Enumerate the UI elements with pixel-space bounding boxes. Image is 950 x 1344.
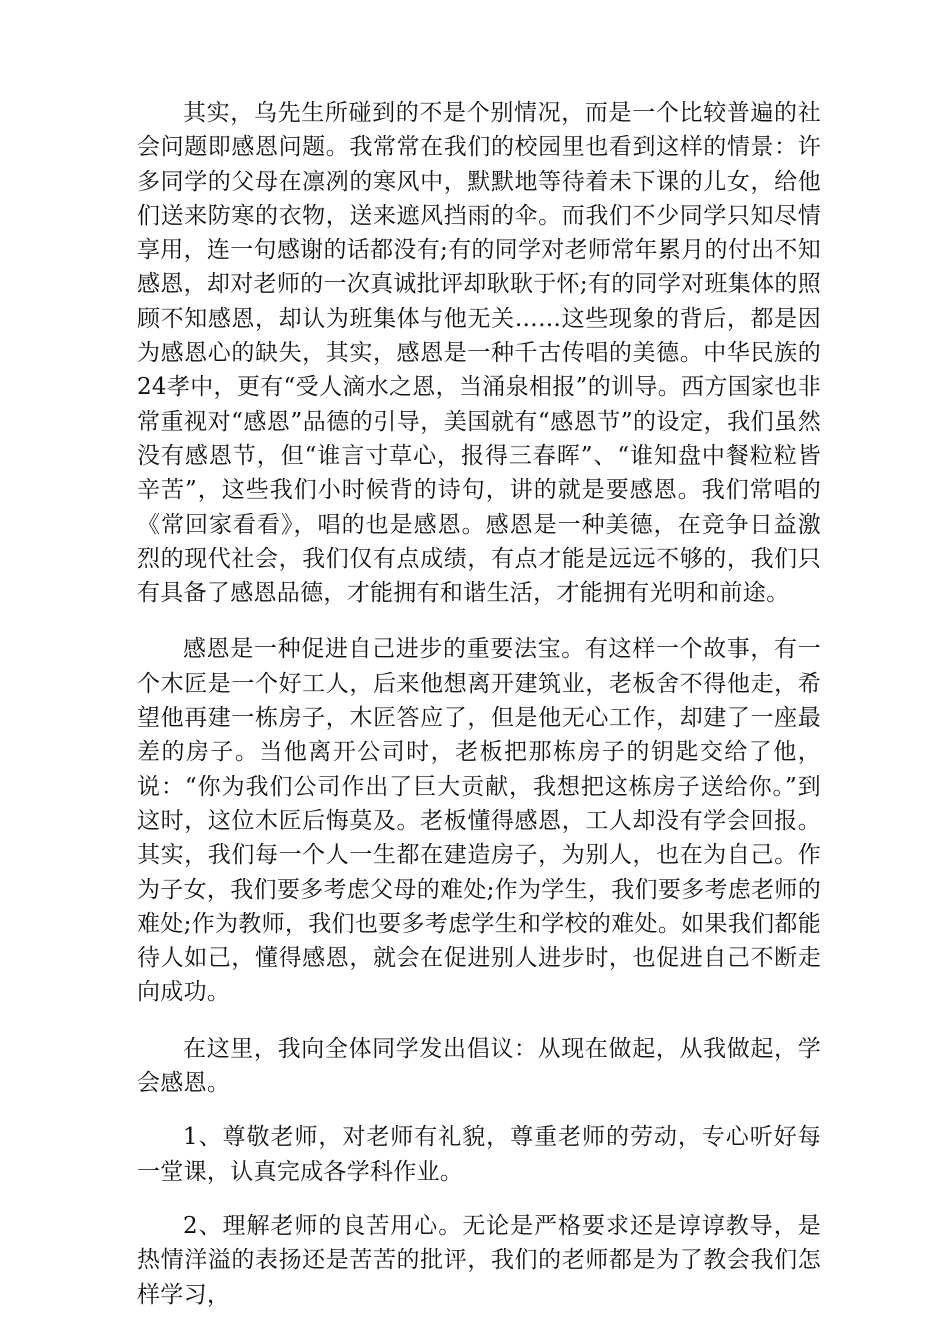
document-page (137, 96, 821, 1332)
paragraph-gratitude-issue: 其实，乌先生所碰到的不是个别情况，而是一个比较普遍的社会问题即感恩问题。我常常在我们的校园里也看到这样的情景：许多同学的父母在凛冽的寒风中，默默地等待着未下课的儿女，给他们送来防寒的衣物，送来遮风挡雨的伞。而我们不少同学只知尽情享用，连一句感谢的话都没有;有的同学对老师常年累月的付出不知感恩，却对老师的一次真诚批评却耿耿于怀;有的同学对班集体的照顾不知感恩，却认为班集体与他无关……这些现象的背后，都是因为感恩心的缺失，其实，感恩是一种千古传唱的美德。中华民族的24孝中，更有“受人滴水之恩，当涌泉相报”的训导。西方国家也非常重视对“感恩”品德的引导，美国就有“感恩节”的设定，我们虽然没有感恩节，但“谁言寸草心，报得三春晖”、“谁知盘中餐粒粒皆辛苦”，这些我们小时候背的诗句，讲的就是要感恩。我们常唱的《常回家看看》，唱的也是感恩。感恩是一种美德，在竞争日益激烈的现代社会，我们仅有点成绩，有点才能是远远不够的，我们只有具备了感恩品德，才能拥有和谐生活，才能拥有光明和前途。 (137, 100, 821, 607)
paragraph-item-2: 2、理解老师的良苦用心。无论是严格要求还是谆谆教导，是热情洋溢的表扬还是苦苦的批评，我们的老师都是为了教会我们怎样学习， (137, 1212, 821, 1308)
paragraph-carpenter-story: 感恩是一种促进自己进步的重要法宝。有这样一个故事，有一个木匠是一个好工人，后来他想离开建筑业，老板舍不得他走，希望他再建一栋房子，木匠答应了，但是他无心工作，却建了一座最差的房子。当他离开公司时，老板把那栋房子的钥匙交给了他，说：“你为我们公司作出了巨大贡献，我想把这栋房子送给你。”到这时，这位木匠后悔莫及。老板懂得感恩，工人却没有学会回报。其实，我们每一个人一生都在建造房子，为别人，也在为自己。作为子女，我们要多考虑父母的难处;作为学生，我们要多考虑老师的难处;作为教师，我们也要多考虑学生和学校的难处。如果我们都能待人如己，懂得感恩，就会在促进别人进步时，也促进自己不断走向成功。 (137, 636, 821, 1006)
paragraph-proposal: 在这里，我向全体同学发出倡议：从现在做起，从我做起，学会感恩。 (137, 1035, 821, 1097)
paragraph-item-1: 1、尊敬老师，对老师有礼貌，尊重老师的劳动，专心听好每一堂课，认真完成各学科作业。 (137, 1124, 821, 1185)
